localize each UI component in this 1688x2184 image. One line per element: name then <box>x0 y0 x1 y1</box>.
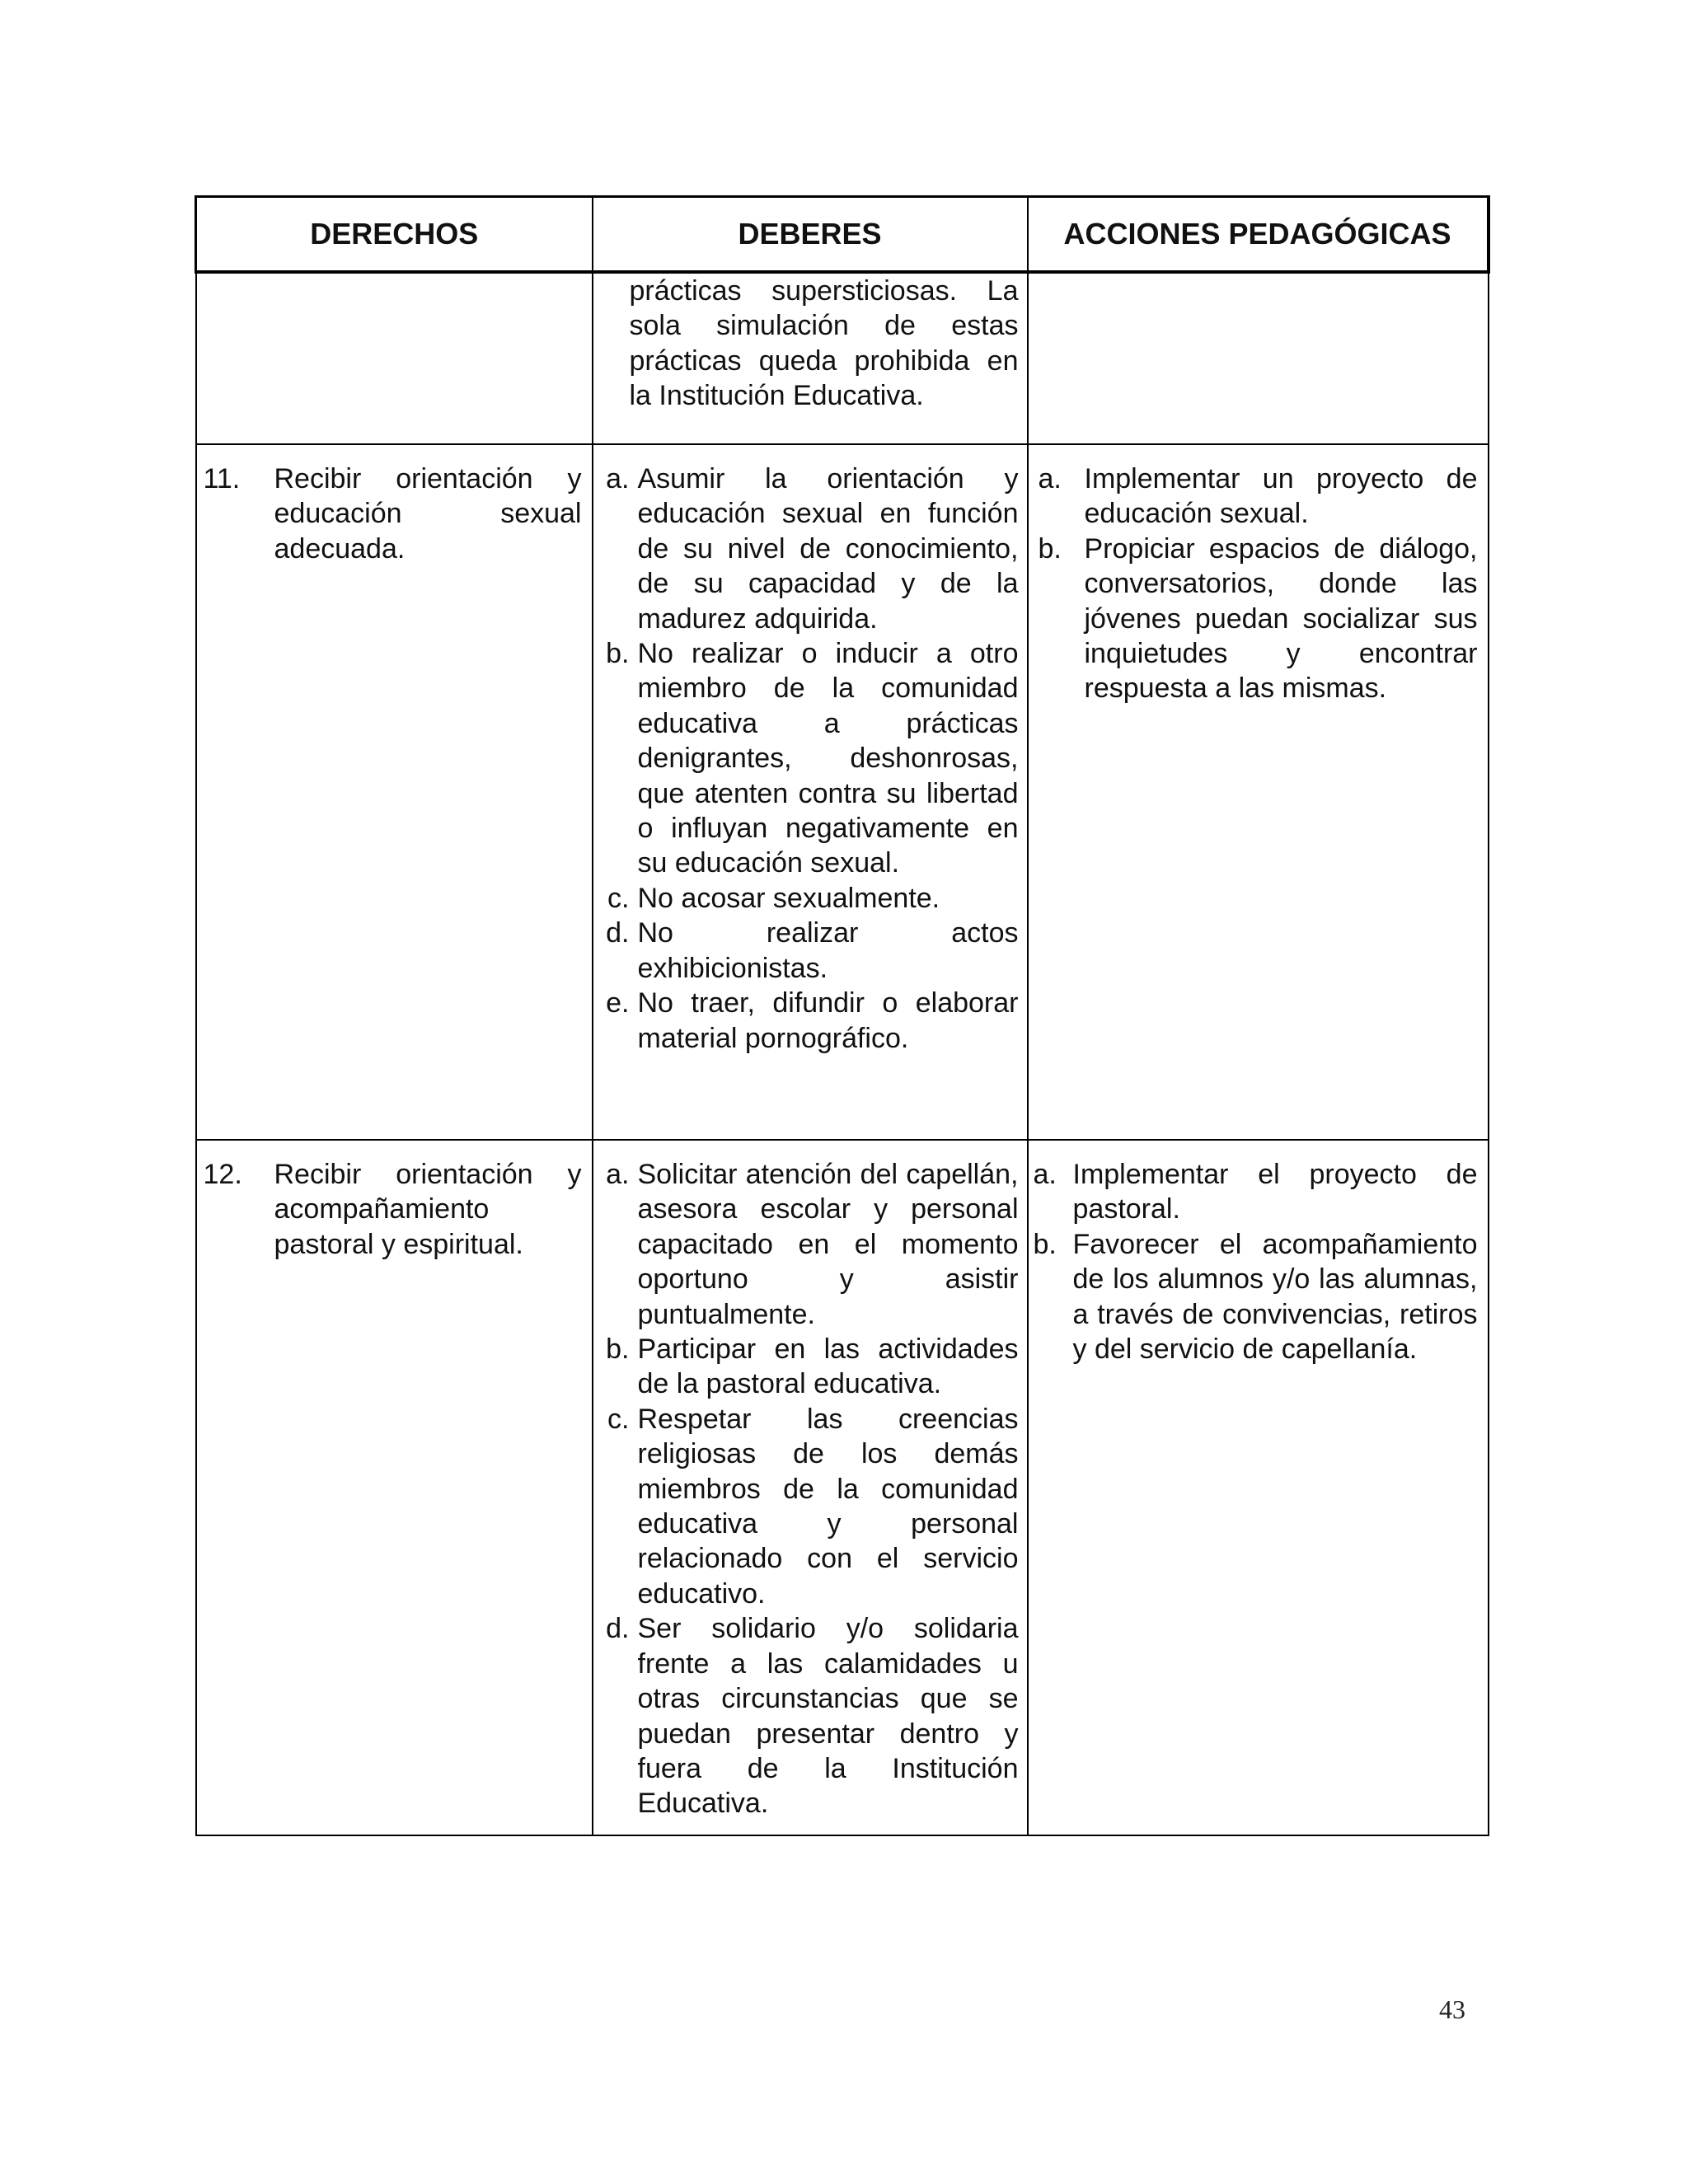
list-item <box>602 1157 1019 1332</box>
list-marker: a. <box>606 1159 630 1190</box>
table-row <box>196 1140 1489 1835</box>
list-text: No acosar sexualmente. <box>637 882 940 914</box>
list-marker: b. <box>1038 532 1062 565</box>
list-item <box>602 881 1019 916</box>
list-text: Propiciar espacios de diálogo, conversatorios, donde las jóvenes puedan socializar sus inquietudes y encontrar respuesta a las mismas. <box>1084 532 1478 705</box>
list-text: Ser solidario y/o solidaria frente a las calamidades u otras circunstancias que se puedan presentar dentro y fuera de la Institución Educativa. <box>637 1613 1019 1820</box>
list-item <box>602 1402 1019 1611</box>
acciones-cell <box>1028 272 1489 444</box>
header-acciones: ACCIONES PEDAGÓGICAS <box>1028 197 1489 273</box>
list-item <box>602 986 1019 1056</box>
derecho-item <box>204 1157 582 1262</box>
list-marker: a. <box>1038 463 1062 494</box>
list-marker: d. <box>606 1613 630 1645</box>
list-item <box>602 1611 1019 1821</box>
acciones-list <box>1039 462 1478 706</box>
list-text: No realizar actos exhibicionistas. <box>637 917 1019 984</box>
list-marker: c. <box>607 1403 630 1435</box>
list-marker: c. <box>607 882 630 914</box>
list-marker: a. <box>1033 1159 1057 1190</box>
list-marker: b. <box>606 1333 630 1366</box>
list-text: No realizar o inducir a otro miembro de la comunidad educativa a prácticas denigrantes, deshonrosas, que atenten contra su libertad o influyan negativamente en su educación sexual. <box>637 638 1019 879</box>
acciones-cell <box>1028 444 1489 1140</box>
list-marker: b. <box>606 638 630 670</box>
list-text: Favorecer el acompañamiento de los alumnos y/o las alumnas, a través de convivencias, retiros y del servicio de capellanía. <box>1072 1228 1478 1366</box>
list-item <box>602 462 1019 636</box>
deberes-cell <box>593 444 1028 1140</box>
list-item <box>1039 462 1478 532</box>
derecho-cell <box>196 444 593 1140</box>
list-marker: d. <box>606 917 630 949</box>
header-row <box>196 197 1489 273</box>
list-text: Implementar un proyecto de educación sexual. <box>1084 463 1478 530</box>
list-item <box>1039 532 1478 706</box>
continuation-text: prácticas supersticiosas. La sola simulación de estas prácticas queda prohibida en la Institución Educativa. <box>629 275 1019 412</box>
deberes-list <box>602 1157 1019 1821</box>
list-marker: a. <box>606 463 630 494</box>
table-row <box>196 444 1489 1140</box>
list-text: Implementar el proyecto de pastoral. <box>1072 1159 1478 1226</box>
header-deberes: DEBERES <box>593 197 1028 273</box>
derecho-cell <box>196 1140 593 1835</box>
list-item <box>602 1332 1019 1402</box>
list-marker: e. <box>606 987 630 1019</box>
derecho-text: Recibir orientación y educación sexual adecuada. <box>274 463 582 565</box>
row-number: 11. <box>203 463 241 494</box>
list-text: Asumir la orientación y educación sexual en función de su nivel de conocimiento, de su capacidad y de la madurez adquirida. <box>637 463 1019 635</box>
list-marker: b. <box>1033 1228 1057 1260</box>
deberes-cell <box>593 272 1028 444</box>
list-item <box>602 636 1019 881</box>
list-item <box>1034 1227 1478 1367</box>
derecho-text: Recibir orientación y acompañamiento pastoral y espiritual. <box>274 1159 582 1260</box>
row-number: 12. <box>203 1159 242 1190</box>
acciones-cell <box>1028 1140 1489 1835</box>
rights-duties-table <box>195 195 1490 1836</box>
list-text: Respetar las creencias religiosas de los demás miembros de la comunidad educativa y personal relacionado con el servicio educativo. <box>637 1403 1019 1610</box>
list-text: Participar en las actividades de la pastoral educativa. <box>637 1333 1019 1400</box>
header-derechos: DERECHOS <box>196 197 593 273</box>
list-item <box>1034 1157 1478 1227</box>
list-text: Solicitar atención del capellán, asesora escolar y personal capacitado en el momento oportuno y asistir puntualmente. <box>637 1159 1019 1330</box>
page-number: 43 <box>1439 1994 1465 2024</box>
list-text: No traer, difundir o elaborar material pornográfico. <box>637 987 1019 1054</box>
deberes-list <box>602 462 1019 1056</box>
derecho-cell <box>196 272 593 444</box>
acciones-list <box>1034 1157 1478 1366</box>
list-item <box>602 916 1019 986</box>
table-row-continuation <box>196 272 1489 444</box>
deberes-cell <box>593 1140 1028 1835</box>
derecho-item <box>204 462 582 566</box>
